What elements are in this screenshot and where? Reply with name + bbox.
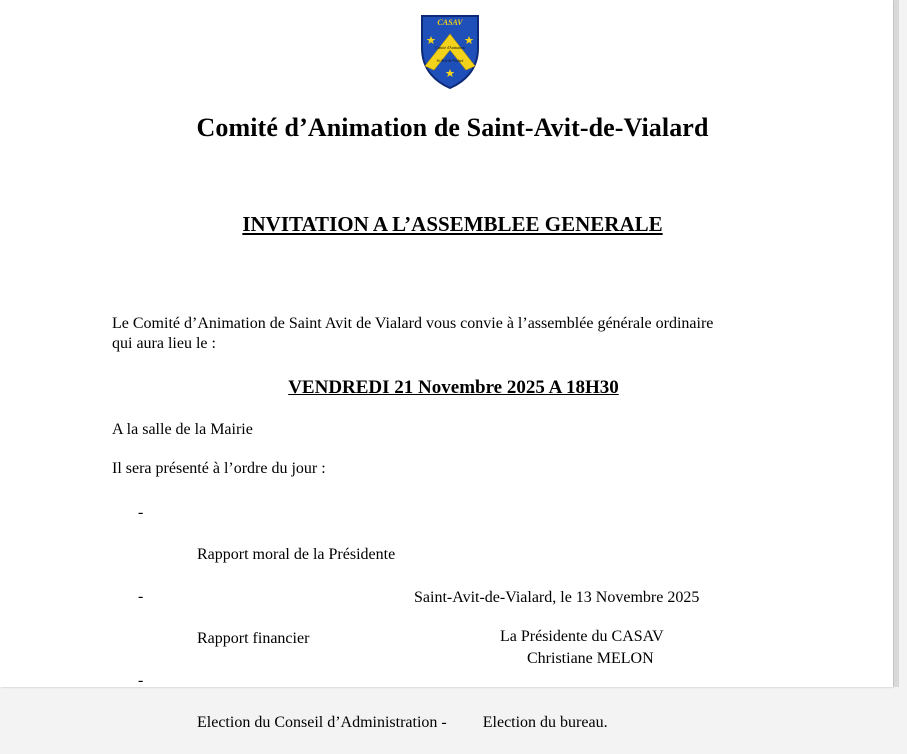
agenda-item-text: Election du Conseil d’Administration - Election du bureau.: [197, 714, 608, 731]
logo-text-line1: Comité d'Animation: [435, 46, 465, 50]
agenda-item: [138, 502, 608, 586]
intro-line: Le Comité d’Animation de Saint Avit de Vialard vous convie à l’assemblée générale ordinaire: [112, 315, 714, 332]
meeting-date: VENDREDI 21 Novembre 2025 A 18H30: [288, 377, 619, 398]
casav-shield-logo: [419, 14, 481, 90]
agenda-intro: Il sera présenté à l’ordre du jour :: [112, 460, 326, 477]
agenda-item-text: Rapport financier: [197, 630, 310, 647]
signature-role: La Présidente du CASAV: [500, 628, 664, 645]
viewer-scrollbar[interactable]: [894, 0, 899, 687]
meeting-place: A la salle de la Mairie: [112, 421, 253, 438]
agenda-item-text: Rapport moral de la Présidente: [197, 546, 396, 563]
logo-text-casav: CASAV: [437, 18, 463, 27]
intro-line: qui aura lieu le :: [112, 335, 216, 352]
list-bullet: -: [138, 504, 144, 521]
logo-text-line2: St-Avit-de-Vialard: [436, 59, 464, 63]
place-and-date: Saint-Avit-de-Vialard, le 13 Novembre 2025: [414, 589, 700, 606]
document-title: Comité d’Animation de Saint-Avit-de-Vialard: [196, 113, 709, 142]
intro-paragraph: [112, 314, 812, 354]
list-bullet: -: [138, 672, 144, 689]
agenda-item: [138, 670, 608, 754]
list-bullet: -: [138, 588, 144, 605]
signature-name: Christiane MELON: [527, 650, 654, 667]
invitation-heading: INVITATION A L’ASSEMBLEE GENERALE: [242, 212, 663, 236]
